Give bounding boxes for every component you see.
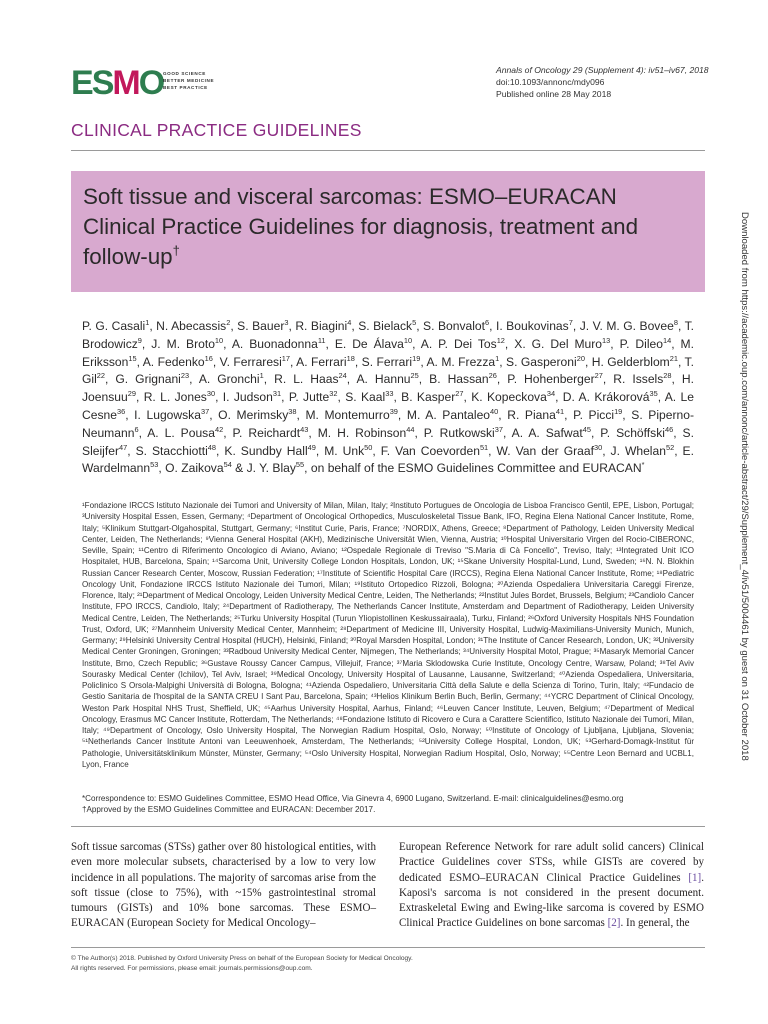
title-footnote-mark: †: [172, 243, 180, 258]
author-affiliation-mark: 33: [385, 389, 394, 399]
copyright-line: © The Author(s) 2018. Published by Oxford University Press on behalf of the European Society for Medical Oncology.: [71, 955, 413, 962]
author-affiliation-mark: 10: [403, 335, 413, 345]
author-name: P. Dileo: [619, 336, 663, 351]
author-name: A. P. Dei Tos: [420, 336, 497, 351]
copyright-notice: [71, 954, 705, 973]
body-divider: [71, 826, 705, 827]
author-affiliation-mark: 30: [206, 389, 216, 399]
author-affiliation-mark: 37: [200, 406, 210, 416]
author-name: D. A. Krákorová: [562, 390, 650, 405]
journal-citation: Annals of Oncology 29 (Supplement 4): iv51–iv67, 2018: [496, 65, 709, 75]
author-affiliation-mark: 25: [410, 371, 419, 381]
author-name: H. Gelderblom: [591, 354, 670, 369]
author-name: M. Montemurro: [305, 407, 390, 422]
author-affiliation-mark: 8: [673, 318, 678, 327]
author-name: S. Bonvalot: [423, 319, 486, 333]
approval-note: †Approved by the ESMO Guidelines Committee and EURACAN: December 2017.: [82, 805, 376, 814]
author-affiliation-mark: 48: [207, 442, 217, 452]
author-name: M. Unk: [324, 443, 365, 458]
author-name: A. Ferrari: [296, 354, 347, 369]
author-name: R. Piana: [507, 407, 556, 422]
reference-link[interactable]: [1]: [688, 871, 702, 884]
body-text: . In general, the: [620, 917, 690, 930]
author-affiliation-mark: 6: [485, 318, 490, 327]
body-column-left: Soft tissue sarcomas (STSs) gather over 80 histological entities, with even more molecular subsets, characterised by a low to very low incidence in all populations. The majority of sarcomas arise from the soft tissue (close to 75%), with ~15% gastrointestinal stromal tumours (GISTs) and 10% bone sarcomas. These ESMO–EURACAN (European Society for Medical Oncology–: [71, 841, 376, 930]
author-affiliation-mark: 38: [288, 406, 297, 416]
author-name: A. A. Safwat: [511, 425, 583, 440]
author-name: P. G. Casali: [82, 319, 146, 333]
author-name: M. H. Robinson: [317, 425, 407, 440]
author-affiliation-mark: 53: [150, 460, 159, 470]
author-affiliation-mark: 12: [496, 335, 505, 345]
author-affiliation-mark: 28: [663, 371, 672, 381]
author-affiliation-mark: 3: [284, 318, 289, 327]
affiliations: ¹Fondazione IRCCS Istituto Nazionale dei Tumori and University of Milan, Milan, Italy; ²Instituto Portugues de Oncologia de Lisboa Francisco Gentil, EPE, Lisbon, Portugal; ³University Hospital Essen, Essen, Germany; ⁴Department of Oncological Orthopedics, Musculoskeletal Tissue Bank, IFO, Regina Elena National Cancer Institute, Rome, Italy; ⁵Klinikum Stuttgart-Olgahospital, Stuttgart, Germany; ⁶Institut Curie, Paris, France; ⁷NORDIX, Athens, Greece; ⁸Department of Pathology, Leiden University Medical Center, Leiden, The Netherlands; ⁹Vienna General Hospital (AKH), Medizinische Universität Wien, Vienna, Austria; ¹⁰Hospital Universitario Virgen del Rocio-CIBERONC, Seville, Spain; ¹¹Centro di Riferimento Oncologico di Aviano, Aviano; ¹²Ospedale Regionale di Treviso "S.Maria di Cà Foncello", Treviso, Italy; ¹³Integrated Unit ICO Hospitalet, HUB, Barcelona, Spain; ¹⁴Sarcoma Unit, University College London Hospitals, London, UK; ¹⁵Skane University Hospital-Lund, Lund, Sweden; ¹⁶N. N. Blokhin Russian Cancer Research Center, Moscow, Russian Federation; ¹⁷Institute of Scientific Hospital Care (IRCCS), Regina Elena National Cancer Institute, Rome; ¹⁸Pediatric Oncology Unit, Fondazione IRCCS Istituto Nazionale dei Tumori, Milan; ¹⁹Istituto Ortopedico Rizzoli, Bologna; ²⁰Azienda Ospedaliera Universitaria Careggi Firenze, Florence, Italy; ²¹Department of Medical Oncology, Leiden University Medical Centre, Leiden, The Netherlands; ²²Institut Jules Bordet, Brussels, Belgium; ²³Candiolo Cancer Institute, FPO IRCCS, Candiolo, Italy; ²⁴Department of Radiotherapy, The Netherlands Cancer Institute, Amsterdam and Department of Radiotherapy, Leiden University Medical Centre, Leiden, The Netherlands; ²⁵Turku University Hospital (Turun Yliopistollinen Keskussairaala), Turku, Finland; ²⁶Oxford University Hospitals NHS Foundation Trust, Oxford, UK; ²⁷Mannheim University Medical Center, Mannheim; ²⁸Department of Medicine III, University Hospital, Ludwig-Maximilians-University Munich, Munich, Germany; ²⁹Helsinki University Central Hospital (HUCH), Helsinki, Finland; ³⁰Royal Marsden Hospital, London; ³¹The Institute of Cancer Research, London, UK; ³²University Medical Center Groningen, Groningen; ³³Radboud University Medical Center, Nijmegen, The Netherlands; ³⁴University Hospital Motol, Prague; ³⁵Masaryk Memorial Cancer Institute, Brno, Czech Republic; ³⁶Gustave Roussy Cancer Campus, Villejuif, France; ³⁷Maria Sklodowska Curie Institute, Oncology Centre, Warsaw, Poland; ³⁸Tel Aviv Sourasky Medical Center (Ichilov), Tel Aviv, Israel; ³⁹Medical Oncology, University Hospital of Lausanne, Lausanne, Switzerland; ⁴⁰Azienda Ospedaliera, Universitaria, Policlinico S Orsola-Malpighi Università di Bologna, Bologna; ⁴¹Azienda Ospedaliero, Universitaria Città della Salute e della Scienza di Torino, Turin, Italy; ⁴²Fundacio de Gestio Sanitaria de l'hospital de la SANTA CREU I Sant Pau, Barcelona, Spain; ⁴³Helios Klinikum Berlin Buch, Berlin, Germany; ⁴⁴YCRC Department of Clinical Oncology, Weston Park Hospital NHS Trust, Sheffield, UK; ⁴⁵Aarhus University Hospital, Aarhus, Finland; ⁴⁶Leuven Cancer Institute, Leuven, Belgium; ⁴⁷Department of Medical Oncology, Erasmus MC Cancer Institute, Rotterdam, The Netherlands; ⁴⁸Fondazione Istituto di Ricovero e Cura a Carattere Scientifico, Istituto Nazionale dei Tumori, Milan, Italy; ⁴⁹Department of Oncology, Oslo University Hospital, The Norwegian Radium Hospital, Oslo, Norway; ⁵⁰Institute of Oncology of Ljubljana, Ljubljana, Slovenia; ⁵¹Netherlands Cancer Institute Antoni van Leeuwenhoek, Amsterdam, The Netherlands; ⁵²University College Hospital, London, UK; ⁵³Gerhard-Domagk-Institut für Pathologie, Universitätsklinikum Münster, Münster, Germany; ⁵⁴Oslo University Hospital, Norwegian Radium Hospital, Oslo, Norway; ⁵⁵Centre Leon Bernard and UCBL1, Lyon, France: [82, 501, 694, 769]
article-title-text: Soft tissue and visceral sarcomas: ESMO–EURACAN Clinical Practice Guidelines for diagnosis, treatment and follow-up: [83, 184, 639, 269]
author-name: J. Y. Blay: [246, 461, 296, 476]
author-name: I. Lugowska: [134, 407, 201, 422]
author-affiliation-mark: 36: [116, 406, 126, 416]
author-name: P. Schöffski: [600, 425, 665, 440]
author-affiliation-mark: 1: [495, 353, 500, 363]
author-name: A. L. Pousa: [147, 425, 215, 440]
author-name: A. Hannu: [356, 372, 411, 387]
author-affiliation-mark: 15: [128, 353, 137, 363]
author-name: W. Van der Graaf: [496, 443, 594, 458]
author-affiliation-mark: 30: [593, 442, 603, 452]
author-affiliation-mark: 39: [389, 406, 398, 416]
author-affiliation-mark: 52: [665, 442, 675, 452]
author-affiliation-mark: 21: [669, 353, 678, 363]
author-name: P. Jutte: [288, 390, 330, 405]
author-affiliation-mark: 19: [614, 406, 623, 416]
author-name: J. Whelan: [610, 443, 666, 458]
author-affiliation-mark: 14: [662, 335, 672, 345]
author-affiliation-mark: 41: [555, 406, 565, 416]
author-name: B. Hassan: [429, 372, 489, 387]
author-affiliation-mark: 17: [281, 353, 291, 363]
author-name: R. Biagini: [295, 319, 348, 333]
author-affiliation-mark: 6: [134, 424, 139, 434]
author-name: X. G. Del Muro: [514, 336, 603, 351]
author-affiliation-mark: 9: [137, 335, 142, 345]
author-name: E. De Álava: [334, 336, 404, 351]
author-affiliation-mark: 51: [479, 442, 489, 452]
author-affiliation-mark: 26: [488, 371, 497, 381]
title-box: [71, 171, 705, 292]
author-name: M. A. Pantaleo: [406, 407, 491, 422]
body-text: . Kaposi's sarcoma is not considered in the present document. Extraskeletal Ewing and Ewing-like sarcoma is covered by ESMO Clinical Practice Guidelines on bone sarcomas: [399, 871, 704, 930]
author-affiliation-mark: 2: [226, 318, 231, 327]
author-affiliation-mark: 43: [300, 424, 309, 434]
author-affiliation-mark: 46: [664, 424, 674, 434]
author-name: S. Ferrari: [361, 354, 413, 369]
author-affiliation-mark: 10: [214, 335, 224, 345]
author-name: V. Ferraresi: [219, 354, 282, 369]
esmo-logo-tagline: [163, 70, 214, 91]
author-name: I. Judson: [222, 390, 273, 405]
author-affiliation-mark: 7: [568, 318, 573, 327]
author-affiliation-mark: 27: [455, 389, 464, 399]
footer-divider: [71, 947, 705, 948]
author-affiliation-mark: 23: [180, 371, 190, 381]
esmo-logo-mark: ESMO: [71, 64, 164, 102]
author-affiliation-mark: 40: [490, 406, 499, 416]
author-affiliation-mark: 42: [214, 424, 224, 434]
author-affiliation-mark: 1: [259, 371, 264, 381]
author-affiliation-mark: 11: [317, 335, 326, 345]
author-name: T. Brodowicz: [82, 319, 694, 351]
author-name: B. Kasper: [401, 390, 456, 405]
author-affiliation-mark: 34: [546, 389, 556, 399]
author-affiliation-mark: 32: [329, 389, 338, 399]
author-name: O. Merimsky: [218, 407, 289, 422]
author-name: R. L. Haas: [274, 372, 339, 387]
author-affiliation-mark: 47: [118, 442, 128, 452]
journal-doi[interactable]: doi:10.1093/annonc/mdy096: [496, 77, 605, 87]
author-name: A. Fedenko: [142, 354, 205, 369]
author-affiliation-mark: 18: [346, 353, 355, 363]
author-name: A. Le Cesne: [82, 390, 694, 422]
author-name: S. Sleijfer: [82, 425, 694, 458]
author-name: A. Buonadonna: [231, 336, 318, 351]
author-name: P. Picci: [573, 407, 615, 422]
author-affiliation-mark: 55: [295, 460, 305, 470]
author-affiliation-mark: 4: [347, 318, 352, 327]
permissions-line: All rights reserved. For permissions, please email: journals.permissions@oup.com.: [71, 964, 313, 972]
author-affiliation-mark: 37: [494, 424, 503, 434]
author-affiliation-mark: 50: [364, 442, 373, 452]
author-affiliation-mark: 22: [96, 371, 106, 381]
author-affiliation-mark: 24: [338, 371, 347, 381]
logo-tagline-line: BETTER MEDICINE: [163, 78, 215, 83]
author-affiliation-mark: 54: [223, 460, 232, 470]
author-name: S. Stacchiotti: [135, 443, 208, 458]
author-affiliation-mark: 5: [412, 318, 417, 327]
author-name: G. Grignani: [115, 372, 181, 387]
author-name: A. M. Frezza: [426, 354, 496, 369]
author-list: P. G. Casali$^1$, N. Abecassis$^2$, S. Bauer$^3$, R. Biagini$^4$, S. Bielack$^5$, S. Bonvalot$^6$, I. Boukovinas$^7$, J. V. M. G. Bovee$^8$, T. Brodowicz$^9$, J. M. Broto$^{10}$, A. Buonadonna$^{11}$, E. De Álava$^{10}$, A. P. Dei Tos$^{12}$, X. G. Del Muro$^{13}$, P. Dileo$^{14}$, M. Eriksson$^{15}$, A. Fedenko$^{16}$, V. Ferraresi$^{17}$, A. Ferrari$^{18}$, S. Ferrari$^{19}$, A. M. Frezza$^1$, S. Gasperoni$^{20}$, H. Gelderblom$^{21}$, T. Gil$^{22}$, G. Grignani$^{23}$, A. Gronchi$^1$, R. L. Haas$^{24}$, A. Hannu$^{25}$, B. Hassan$^{26}$, P. Hohenberger$^{27}$, R. Issels$^{28}$, H. Joensuu$^{29}$, R. L. Jones$^{30}$, I. Judson$^{31}$, P. Jutte$^{32}$, S. Kaal$^{33}$, B. Kasper$^{27}$, K. Kopeckova$^{34}$, D. A. Krákorová$^{35}$, A. Le Cesne$^{36}$, I. Lugowska$^{37}$, O. Merimsky$^{38}$, M. Montemurro$^{39}$, M. A. Pantaleo$^{40}$, R. Piana$^{41}$, P. Picci$^{19}$, S. Piperno-Neumann$^6$, A. L. Pousa$^{42}$, P. Reichardt$^{43}$, M. H. Robinson$^{44}$, P. Rutkowski$^{37}$, A. A. Safwat$^{45}$, P. Schöffski$^{46}$, S. Sleijfer$^{47}$, S. Stacchiotti$^{48}$, K. Sundby Hall$^{49}$, M. Unk$^{50}$, F. Van Coevorden$^{51}$, W. Van der Graaf$^{30}$, J. Whelan$^{52}$, E. Wardelmann$^{53}$, O. Zaikova$^{54}$ & J. Y. Blay$^{55}$, on behalf of the ESMO Guidelines Committee and EURACAN*: [82, 318, 694, 476]
author-affiliation-mark: 1: [145, 318, 150, 327]
author-name: R. Issels: [613, 372, 664, 387]
author-name: I. Boukovinas: [495, 319, 569, 333]
author-name: P. Rutkowski: [423, 425, 495, 440]
author-name: H. Joensuu: [82, 372, 694, 405]
logo-tagline-line: GOOD SCIENCE: [163, 71, 206, 76]
author-affiliation-mark: 27: [594, 371, 603, 381]
body-column-right: [399, 840, 704, 932]
download-notice[interactable]: Downloaded from https://academic.oup.com/annonc/article-abstract/29/Supplement_4/iv51/5004461 by guest on 31 October 2018: [739, 212, 750, 761]
author-name: J. M. Broto: [151, 336, 215, 351]
author-affiliation-mark: 45: [582, 424, 591, 434]
author-affiliation-mark: 29: [127, 389, 136, 399]
author-name: N. Abecassis: [156, 319, 227, 333]
article-title: [83, 182, 693, 272]
author-name: S. Bielack: [358, 319, 413, 333]
correspondence-note: *Correspondence to: ESMO Guidelines Committee, ESMO Head Office, Via Ginevra 4, 6900 Lugano, Switzerland. E-mail: clinicalguidelines@esmo.org: [82, 794, 624, 803]
logo-tagline-line: BEST PRACTICE: [163, 85, 208, 90]
author-name: K. Kopeckova: [471, 390, 547, 405]
author-name: T. Gil: [82, 354, 694, 387]
reference-link[interactable]: [2]: [607, 917, 621, 930]
author-name: K. Sundby Hall: [224, 443, 308, 458]
section-label: CLINICAL PRACTICE GUIDELINES: [71, 120, 362, 140]
author-name: O. Zaikova: [165, 461, 224, 476]
author-affiliation-mark: 35: [649, 389, 658, 399]
author-name: F. Van Coevorden: [380, 443, 480, 458]
body-text: European Reference Network for rare adult solid cancers) Clinical Practice Guidelines cover STSs, while GISTs are covered by dedicated ESMO–EURACAN Clinical Practice Guidelines: [399, 841, 704, 884]
journal-published-date: Published online 28 May 2018: [496, 89, 612, 99]
download-notice-sidebar: [736, 212, 752, 802]
author-affiliation-mark: 19: [412, 353, 421, 363]
author-affiliation-mark: 13: [602, 335, 611, 345]
author-group-suffix: , on behalf of the ESMO Guidelines Committee and EURACAN: [304, 461, 642, 476]
author-name: E. Wardelmann: [82, 443, 694, 476]
header-divider: [71, 150, 705, 151]
author-affiliation-mark: 44: [406, 424, 415, 434]
journal-info: [496, 64, 709, 100]
author-name: A. Gronchi: [198, 372, 260, 387]
author-name: J. V. M. G. Bovee: [579, 319, 674, 333]
correspondence-mark: *: [641, 460, 645, 470]
author-affiliation-mark: 16: [204, 353, 213, 363]
author-name: P. Reichardt: [232, 425, 301, 440]
author-name: S. Bauer: [237, 319, 285, 333]
author-name: M. Eriksson: [82, 336, 694, 369]
author-affiliation-mark: 31: [272, 389, 282, 399]
correspondence-block: [82, 793, 694, 815]
author-affiliation-mark: 49: [307, 442, 316, 452]
author-name: S. Gasperoni: [506, 354, 577, 369]
author-name: R. L. Jones: [143, 390, 207, 405]
author-affiliation-mark: 20: [576, 353, 585, 363]
author-name: S. Piperno-Neumann: [82, 407, 694, 440]
author-name: P. Hohenberger: [507, 372, 595, 387]
author-name: S. Kaal: [345, 390, 386, 405]
